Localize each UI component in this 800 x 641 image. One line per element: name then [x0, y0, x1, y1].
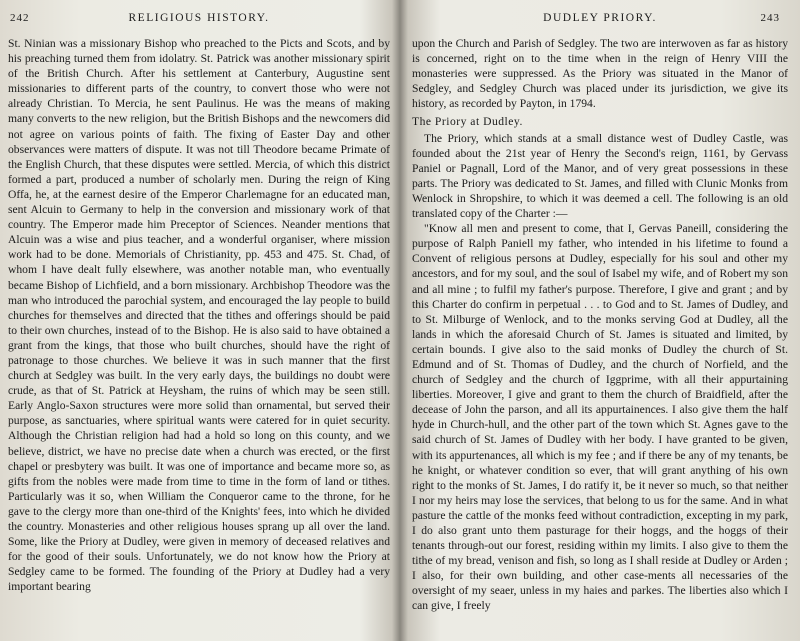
left-page-header [8, 10, 390, 28]
right-page-header [412, 10, 788, 28]
right-intro-paragraph: upon the Church and Parish of Sedgley. The two are interwoven as far as history is concerned, right on to the time when in the reign of Henry VIII the monasteries were suppressed. As the Priory was situated in the Manor of Sedgley, and Sedgley Church was placed under its jurisdiction, we give its history, as recorded by Payton, in 1794. [412, 37, 788, 111]
left-body-text [8, 36, 390, 594]
right-paragraph-2: "Know all men and present to come, that I, Gervas Paneill, considering the purpose of Ralph Paniell my father, who intended in his lifetime to found a Convent of religious persons at Dudley, especially for his soul and other my ancestors, and for my soul, and the soul of Isabel my wife, and of Robert my son and all mine ; to fulfil my father's purpose. Therefore, I give and grant ; and by this Charter do confirm in perpetual . . . to God and to St. James of Dudley, and to St. Milburge of Wenlock, and to the monks serving God at Dudley, all the lands in which the aforesaid Church of St. James is situated and limited, by certain bounds. I give also to the said monks of Dudley the church of St. Edmund and of St. Thomas of Dudley, and the church of Norfield, and the church of Sedgley and the church of Iggprime, with all their appurtaining liberties. Moreover, I give and grant to them the church of Braidfield, after the decease of John the parson, and all its appurtainences. I also give them the half hyde in Church-hull, and the other part of the town which St. Agnes gave to the said church of St. James of Dudley with her body. I have granted to be given, with its appurtenances, all which is my fee ; and if there be any of my tenants, be he knight, or whatever condition so ever, that will grant anything of his own right to the monks of St. James, I do ratify it, be it never so much, so that neither I nor my heirs may lose the services, that belong to us for the same. And in what pasture the cattle of the monks feed without contradiction, excepting in my park, I do also grant unto them pasturage for their hoggs, and the hoggs of their tenants through-out our forest, residing within my limits. I also give to them the tithe of my bread, venison and fish, so long as I shall reside at Dudley or Arden ; I also, for their own building, and other case-ments all necessaries of the oversight of my seaer, unless in my haies and parkes. The liberties also which I can give, I freely [412, 222, 788, 613]
left-running-head: RELIGIOUS HISTORY. [128, 12, 270, 24]
right-running-head: DUDLEY PRIORY. [543, 12, 657, 24]
right-body-text [412, 36, 788, 614]
right-paragraph-1: The Priory, which stands at a small distance west of Dudley Castle, was founded about the 21st year of Henry the Second's reign, 1161, by Gervass Paniel or Pagnall, Lord of the Manor, and of very great possessions in these parts. The Priory was dedicated to St. James, and filled with Clunic Monks from Wenlock in Shropshire, to which it was deemed a cell. The following is an old translated copy of the Charter :— [412, 131, 788, 221]
left-page-number: 242 [10, 12, 30, 24]
section-heading: The Priory at Dudley. [412, 115, 523, 129]
right-page [412, 10, 788, 641]
left-page [8, 10, 390, 641]
left-paragraph: St. Ninian was a missionary Bishop who preached to the Picts and Scots, and by his preaching turned them from idolatry. St. Patrick was another missionary spirit of the British Church. After his settlement at Canterbury, Augustine sent missionaries to different parts of the country, to convert those who were not already Christian. To Mercia, he sent Paulinus. He was the means of making many converts to the new religion, but the British Bishops and the newcomers did not agree on various points of faith. The fixing of Easter Day and other observances were matters of dispute. It was not till Theodore became Primate of the English Church, that these disputes were settled. Mercia, of which this district formed a part, produced a number of scholarly men. During the reign of King Offa, he, at the earnest desire of the Emperor Charlemagne for an educated man, sent Alcuin to Germany to help in the conversion and missionary work of that country. The Emperor made him Preceptor of Sciences. Neander mentions that Alcuin was a wise and pius teacher, and a wonderful organiser, where mission work had to be done. Memorials of Christianity, pp. 453 and 475. St. Chad, of whom I have dealt fully elsewhere, was another notable man, who eventually became Bishop of Lichfield, and a born missionary. Archbishop Theodore was the man who introduced the parochial system, and encouraged the lay people to build churches for themselves and directed that the tithes and offerings should be paid to their own churches, instead of to the Bishop. He is also said to have obtained a grant from the kings, that those who built churches, should have the right of patronage to those churches. We believe it was in such manner that the first church at Sedgley was built. In the very early days, the buildings no doubt were crude, as that of St. Patrick at Heysham, the ruins of which may be seen still. Early Anglo-Saxon structures were more solid than ornamental, but served their purpose, as sanctuaries, where spiritual wants were catered for in quiet security. Although the Christian religion had had a hold so long on this county, and we believe, district, we have no precise date when a church was erected, or the first chapel or presbytery was built. It was one of importance and became more so, as gifts from the nobles were made from time to time in the form of land or tithes. Particularly was it so, when William the Conqueror came to the throne, for he gave to the clergy more than one-third of the Knights' fees, into which he divided the country. Monasteries and other religious houses sprang up all over the land. Some, like the Priory at Dudley, were given in memory of deceased relatives and for the good of their souls. Unfortunately, we do not know how the Priory at Sedgley came to be formed. The founding of the Priory at Dudley had a very important bearing [8, 37, 390, 594]
right-page-number: 243 [760, 12, 780, 24]
